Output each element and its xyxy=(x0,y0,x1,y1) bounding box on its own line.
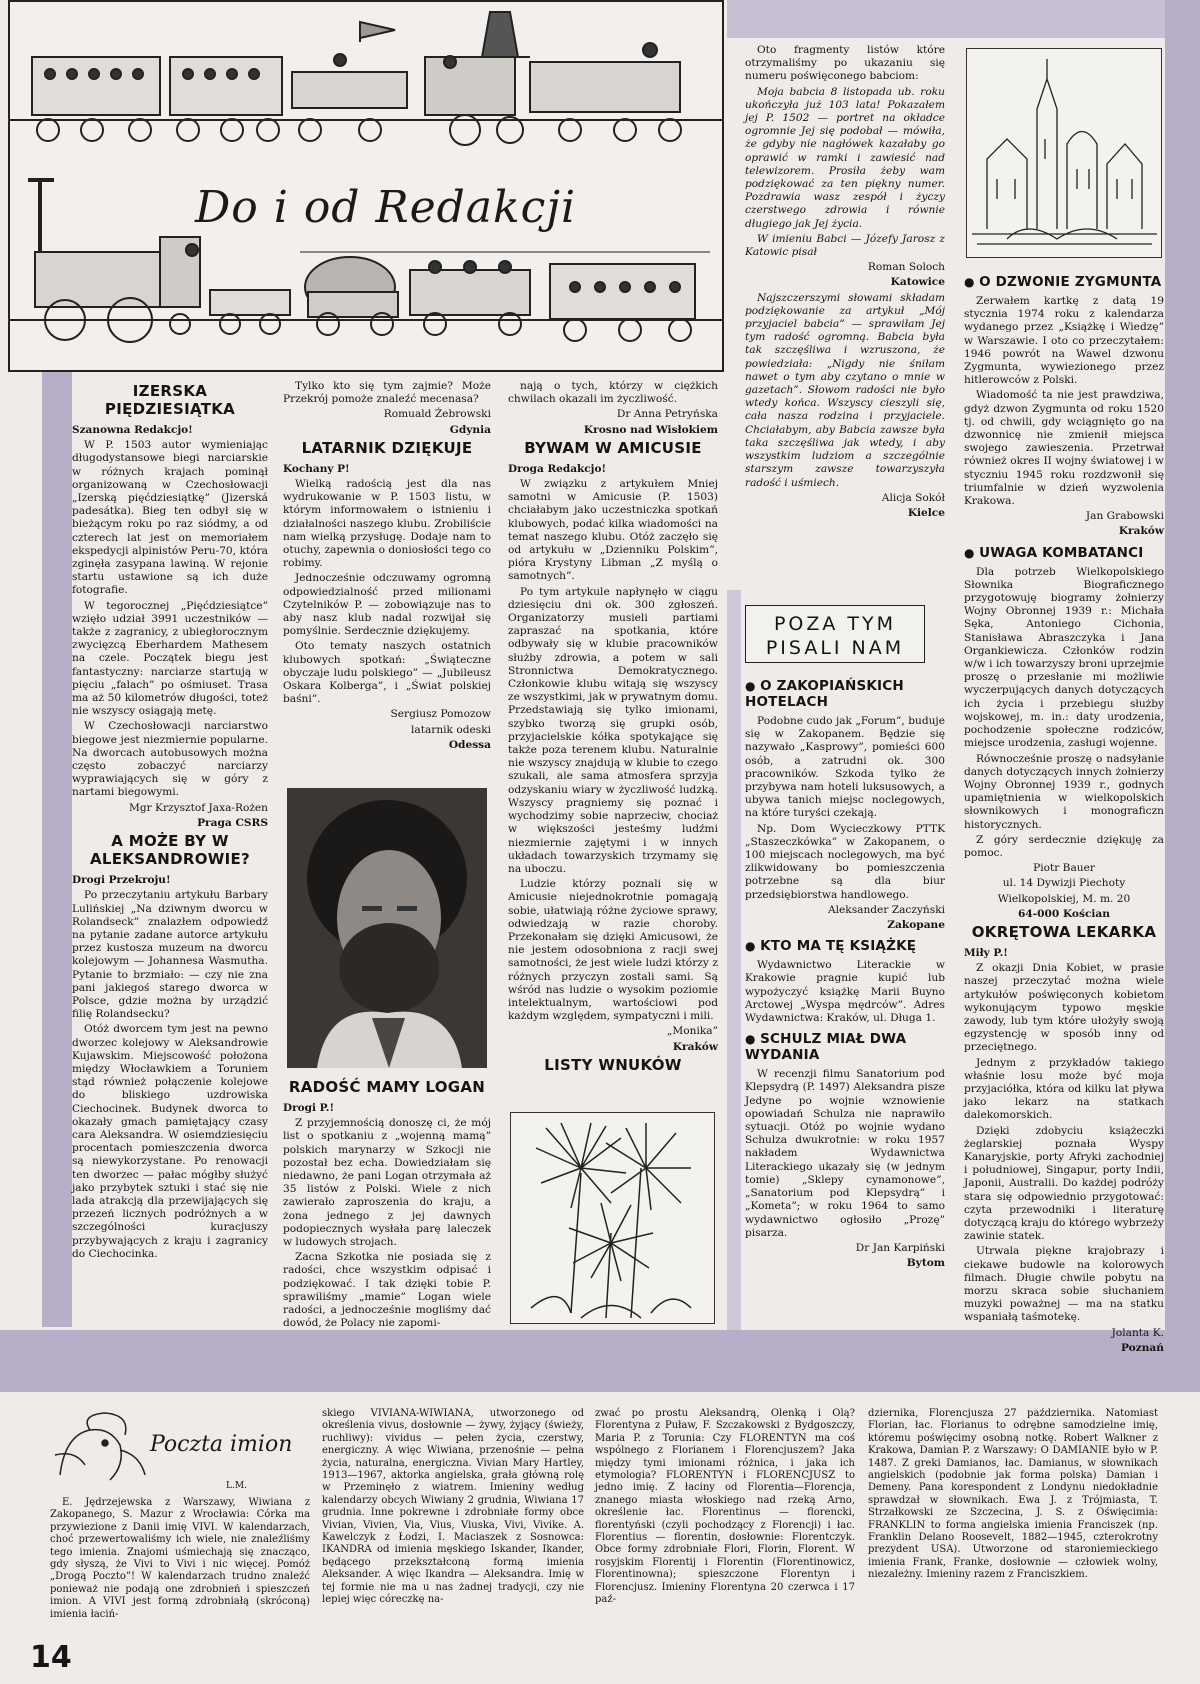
headline-dzwon: ● O DZWONIE ZYGMUNTA xyxy=(964,274,1164,290)
paragraph: Zerwałem kartkę z datą 19 stycznia 1974 roku z kalendarza wydanego przez „Książkę i Wiedzę” w Warszawie. I oto co przeczytałem: 1946 powrót na Wawel dzwonu Zygmunta, wywiezionego przez hitlerowców z Polski. xyxy=(964,295,1164,387)
paragraph: nają o tych, którzy w ciężkich chwilach okazali im życzliwość. xyxy=(508,380,718,406)
headline-ksiazka: ● KTO MA TĘ KSIĄŻKĘ xyxy=(745,938,945,954)
poczta-column-4 xyxy=(868,1408,1158,1648)
column-1 xyxy=(72,380,268,1328)
poczta-column-2 xyxy=(322,1408,584,1648)
signature: Roman Soloch xyxy=(867,261,945,274)
headline-izerska: IZERSKA PIĘDZIESIĄTKA xyxy=(104,382,236,418)
headline-hotele: ● O ZAKOPIAŃSKICH HOTELACH xyxy=(745,678,945,710)
column-2-lower xyxy=(283,1076,491,1328)
section-title: Do i od Redakcji xyxy=(195,182,577,233)
signature: Mgr Krzysztof Jaxa-Rożen xyxy=(128,801,268,814)
signature: Romuald Żebrowski xyxy=(383,408,491,421)
signature-place: Zakopane xyxy=(887,919,945,932)
headline-schulz: ● SCHULZ MIAŁ DWA WYDANIA xyxy=(745,1031,945,1063)
poczta-initials: L.M. xyxy=(226,1481,247,1491)
signature-place: Poznań xyxy=(1120,1341,1164,1354)
greeting: Drogi P.! xyxy=(283,1102,335,1114)
greeting: Droga Redakcjo! xyxy=(508,462,607,475)
signature-address: ul. 14 Dywizji Piechoty xyxy=(1002,877,1126,890)
signature-address: Wielkopolskiej, M. m. 20 xyxy=(997,892,1131,905)
header-illustration xyxy=(8,0,724,372)
headline-amicus: BYWAM W AMICUSIE xyxy=(524,438,702,457)
paragraph: Równocześnie proszę o nadsyłanie danych dotyczących innych żołnierzy Wojny Obronnej 1939 r., godnych upamiętnienia w wielkopolskich słownikowych i monograficzn historycznych. xyxy=(964,752,1164,831)
paragraph: zwać po prostu Aleksandrą, Olenką i Olą? Florentyna z Puław, F. Szczakowski z Bydgoszczy, Maria P. z Torunia: Czy FLORENTYN ma coś wspólnego z Florianem i Florencjuszem? Jaka między tymi imionami różnica, i jaka ich etymologia? FLORENTYN i FLORENCJUSZ to jedno imię. Z łaciny od Florentia—Florencja, znanego miasta włoskiego nad rzeką Arno, określenie łac. Florentinus — florencki, florentyński (czyli pochodzący z Florencji) i łac. Florentius — florentin, dosłownie: Florentczyk. Obce formy zdrobniałe Flori, Florin, Florent. W rosyjskim Florentij i Florentin (Florentinowicz, Florentinowna); spieszczone Florentyn i Florencjusz. Imieniny Florentyna 20 czerwca i 17 paź- xyxy=(595,1408,855,1606)
paragraph: W recenzji filmu Sanatorium pod Klepsydrą (P. 1497) Aleksandra pisze Jedyne po wojnie wznowienie opowiadań Schulza nie naprawiło sytuacji. Otóż po wojnie wydano Schulza dwukrotnie: w roku 1957 nakładem Wydawnictwa Literackiego ukazały się (w jednym tomie) „Sklepy cynamonowe”, „Sanatorium pod Klepsydrą” i „Kometa”; w roku 1964 to samo wydawnictwo ogłosiło „Prozę” pisarza. xyxy=(745,1068,945,1239)
headline-latarnik: LATARNIK DZIĘKUJE xyxy=(301,438,473,457)
paragraph: Dzięki zdobyciu książeczki żeglarskiej poznała Wyspy Kanaryjskie, porty Afryki zachodniej i południowej, Singapur, porty Indii, Japonii, Australii. Do każdej podróży stara się odpowiednio przygotować: czyta przewodniki i literaturę dotyczącą kraju do którego wybrzeży zawinie statek. xyxy=(964,1124,1164,1243)
flower-illustration xyxy=(510,1112,715,1324)
mid-purple-band xyxy=(727,590,741,1330)
paragraph: Po przeczytaniu artykułu Barbary Lulińskiej „Na dziwnym dworcu w Rolandseck” znalazłem odpowiedź na pytanie zadane autorce artykułu przez kustosza muzeum na dworcu kolejowym — Johannesa Wasmutha. Pytanie to brzmiało: — czy nie zna pani jakiegoś starego dworca w Polsce, gdzie można by urządzić filię Rolandsecku? xyxy=(72,889,268,1021)
paragraph: Wielką radością jest dla nas wydrukowanie w P. 1503 listu, w którym informowałem o istnieniu i działalności naszego klubu. Zrobiliście nam wielką przysługę. Dodaje nam to otuchy, zapewnia o doniosłości tego co robimy. xyxy=(283,478,491,570)
headline-aleksandrow: A MOŻE BY W ALEKSANDROWIE? xyxy=(89,832,251,869)
wawel-sketch xyxy=(966,48,1162,258)
paragraph: E. Jędrzejewska z Warszawy, Wiwiana z Zakopanego, S. Mazur z Wrocławia: Córka ma przywiezione z Danii imię VIVI. W kalendarzach, choć przewertowaliśmy ich wiele, nie znaleźliśmy tego imienia. Znajomi uśmiechają się znacząco, gdy słyszą, że Vivi to Vivi i nic więcej. Pomóż „Drogą Poczto”! W kalendarzach trudno znaleźć ponieważ nie podają one zdrobnień i spieszczeń imion. A VIVI jest formą zdrobniałą (skróconą) imienia łaciń- xyxy=(50,1497,310,1620)
right-purple-band xyxy=(1165,0,1200,1390)
paragraph: skiego VIVIANA-WIWIANA, utworzonego od określenia vivus, dosłownie — żywy, żyjący (świeży, ruchliwy): vividus — pełen życia, czerstwy, energiczny. A więc Wiwiana, przenośnie — pełna życia, naturalna, energiczna. Vivian Mary Hartley, 1913—1967, aktorka angielska, grała główną rolę w Przeminęło z wiatrem. Imieniny według kalendarzy obcych Wiwiany 2 grudnia, Wiwiana 17 grudnia. Inne pokrewne i zdrobniałe formy obce Vivian, Vivien, Via, Vius, Viuska, Vivi, Vivike. A. Kawelczyk z Łodzi, I. Maciaszek z Sosnowca: IKANDRA od imienia męskiego Iskander, Ikander, będącego przekształconą formą imienia Aleksander. A więc Ikandra — Aleksandra. Imię w tej formie nie ma u nas żadnej tradycji, czy nie lepiej więc córeczkę na- xyxy=(322,1408,584,1606)
paragraph: Jednocześnie odczuwamy ogromną odpowiedzialność przed milionami Czytelników P. — zobowiązuje nas to aby nasz klub nadal rozwijał się pomyślnie. Serdecznie dziękujemy. xyxy=(283,572,491,638)
paragraph: Z okazji Dnia Kobiet, w prasie naszej przeczytać można wiele artykułów poświęconych kobietom wykonującym typowo męskie zawody, lub tym które ułożyły swoją egzystencję w sposób inny od przeciętnego. xyxy=(964,962,1164,1054)
greeting: Kochany P! xyxy=(283,462,350,475)
signature-place: Bytom xyxy=(906,1257,945,1270)
signature-place: Gdynia xyxy=(449,423,491,436)
poczta-column-1 xyxy=(50,1497,310,1647)
paragraph: Tylko kto się tym zajmie? Może Przekrój pomoże znaleźć mecenasa? xyxy=(283,380,491,406)
paragraph: Podobne cudo jak „Forum”, buduje się w Zakopanem. Będzie się nazywało „Kasprowy”, pomieści 600 osób, a zatrudni ok. 300 pracowników. Szkoda tylko że przybywa nam hoteli luksusowych, a ubywa tanich miejsc noclegowych, na które turyści czekają. xyxy=(745,715,945,820)
greeting: Szanowna Redakcjo! xyxy=(72,424,193,436)
signature: Aleksander Zaczyński xyxy=(827,903,945,916)
signature-place: Odessa xyxy=(448,738,491,751)
column-4 xyxy=(745,44,945,599)
signature: Sergiusz Pomozow xyxy=(390,708,491,721)
paragraph: Z przyjemnością donoszę ci, że mój list o spotkaniu z „wojenną mamą” polskich marynarzy w Szkocji nie pozostał bez echa. Dowiedziałam się niedawno, że pani Logan otrzymała aż 35 listów z Polski. Wiele z nich zawierało zaproszenia do kraju, a żona jednego z jej dawnych podopiecznych wysłała parę laleczek w ludowych strojach. xyxy=(283,1117,491,1249)
paragraph: Z góry serdecznie dziękuję za pomoc. xyxy=(964,833,1164,859)
paragraph: Np. Dom Wycieczkowy PTTK „Staszeczkówka” w Zakopanem, o 100 miejscach noclegowych, ma być zlikwidowany bo pomieszczenia potrzebne są dla biur przedsiębiorstwa handlowego. xyxy=(745,822,945,901)
paragraph: Utrwala piękne krajobrazy i ciekawe budowle na kolorowych filmach. Długie chwile pobytu na morzu skraca sobie słuchaniem muzyki poważnej — ma na statku wspaniałą taśmotekę. xyxy=(964,1245,1164,1324)
right-top-purple-band xyxy=(727,0,1167,38)
column-5 xyxy=(964,268,1164,1354)
column-4-lower xyxy=(745,672,945,1328)
greeting: Miły P.! xyxy=(964,946,1008,959)
poza-tym-box: POZA TYM PISALI NAM xyxy=(745,605,925,663)
signature-role: latarnik odeski xyxy=(410,723,491,736)
portrait-photo xyxy=(287,788,487,1068)
page-number: 14 xyxy=(30,1640,72,1675)
signature: Alicja Sokół xyxy=(881,491,945,504)
quote: Moja babcia 8 listopada ub. roku ukończyła już 103 lata! Pokazałem jej P. 1502 — portret na okładce ogromnie Jej się podobał — mówiła, że gdyby nie nagłówek kazałaby go oprawić w ramki i zawiesić nad telewizorem. Prosiła żeby wam podziękować za ten piękny numer. Pozdrawia wasz zespół i życzy czerstwego zdrowia i równie długiego jak Jej życia. xyxy=(745,85,945,230)
headline-lekarka: OKRĘTOWA LEKARKA xyxy=(971,922,1157,941)
left-purple-band xyxy=(42,372,72,1327)
paragraph: Wydawnictwo Literackie w Krakowie pragnie kupić lub wypożyczyć książkę Marii Buyno Arctowej „Wyspa mędrców”. Adres Wydawnictwa: Kraków, ul. Długa 1. xyxy=(745,959,945,1025)
paragraph: Wiadomość ta nie jest prawdziwa, gdyż dzwon Zygmunta od roku 1520 tj. od chwili, gdy wciągnięto go na dzwonnicę nie zmienił miejsca swojego zawieszenia. Przetrwał również okres II wojny światowej i w styczniu 1945 roku rozdzwonił się triumfalnie w dzień wyzwolenia Krakowa. xyxy=(964,389,1164,508)
paragraph: Oto tematy naszych ostatnich klubowych spotkań: „Świąteczne obyczaje ludu polskiego” — „Jubileusz Oskara Kolberga”, i „Świat polskiej baśni”. xyxy=(283,640,491,706)
signature: Dr Anna Petryńska xyxy=(616,408,718,421)
signature-place: Krosno nad Wisłokiem xyxy=(583,423,718,436)
paragraph: dziernika, Florencjusza 27 października. Natomiast Florian, łac. Florianus to odrębne samodzielne imię, któremu poświęcimy osobną notkę. Robert Walkner z Krakowa, Damian P. z Warszawy: O DAMIANIE było w P. 1487. Z greki Damianos, łac. Damianus, w słownikach angielskich (podobnie jak forma polska) Damian i Demeny. Pana korespondent z Londynu niedokładnie sprawdzał w słownikach. Ewa J. z Trójmiasta, T. Strzałkowski ze Szczecina, J. S. z Oświęcimia: FRANKLIN to forma angielska imienia Franciszek (np. Franklin Delano Roosevelt, 1882—1945, czterokrotny prezydent USA). Utworzone od staroniemieckiego imienia Frank, Franke, dosłownie — człowiek wolny, niezależny. Imieniny razem z Franciszkiem. xyxy=(868,1408,1158,1581)
signature: Jolanta K. xyxy=(1111,1326,1164,1339)
greeting: Drogi Przekroju! xyxy=(72,874,171,887)
signature: Dr Jan Karpiński xyxy=(855,1241,945,1254)
paragraph: Dla potrzeb Wielkopolskiego Słownika Biograficznego przygotowuję biogramy żołnierzy Wojny Obronnej 1939 r.: Michała Sęka, Antoniego Cichonia, Stanisława Abraszczyka i Jana Organkiewicza. Członków rodzin w/w i ich towarzyszy broni uprzejmie proszę o przesłanie mi możliwie wyczerpujących danych dotyczących ich życia i przebiegu służby wojskowej, m. in.: daty urodzenia, pochodzenie społeczne rodziców, miejsce urodzenia, zasługi wojenne. xyxy=(964,565,1164,750)
column-3 xyxy=(508,380,718,1080)
paragraph: W związku z artykułem Mniej samotni w Amicusie (P. 1503) chciałabym jako uczestniczka spotkań klubowych, podać kilka wiadomości na temat naszego klubu. Otóż zaczęło się od artykułu w „Dzienniku Polskim”, pióra Krystyny Libman „Z myślą o samotnych”. xyxy=(508,478,718,583)
signature-place: Praga CSRS xyxy=(197,816,268,829)
quote: W imieniu Babci — Józefy Jarosz z Katowic pisał xyxy=(745,232,945,259)
quote: Najszczerszymi słowami składam podziękowanie za artykuł „Mój przyjaciel babcia” — sprawiłam Jej tym radość ogromną. Babcia była tak szczęśliwa i wzruszona, że powiedziała: „Nigdy nie śniłam nawet o tym aby czytano o mnie w gazetach”. Słowom radości nie było wtedy końca. Wszyscy cieszyli się, cała nasza rodzina i przyjaciele. Chciałabym, aby Babcia zawsze była taka szczęśliwa jak wtedy, i aby wszystkim ludziom a szczególnie starszym zawsze towarzyszyła radość i uśmiech. xyxy=(745,291,945,489)
poczta-title: Poczta imion xyxy=(150,1432,293,1457)
headline-listy-wnukow: LISTY WNUKÓW xyxy=(544,1055,682,1074)
signature-place: 64-000 Kościan xyxy=(1018,907,1110,920)
poczta-column-3 xyxy=(595,1408,855,1648)
paragraph: Zacna Szkotka nie posiada się z radości, chce wszystkim odpisać i podziękować. I tak dzięki tobie P. sprawiliśmy „mamie” Logan wiele radości, a jednocześnie mogliśmy dać dowód, że Polacy nie zapomi- xyxy=(283,1251,491,1330)
signature-place: Kielce xyxy=(907,506,945,519)
signature: „Monika” xyxy=(666,1025,718,1038)
paragraph: Otóż dworcem tym jest na pewno dworzec kolejowy w Aleksandrowie Kujawskim. Miejscowość położona między Włocławkiem a Toruniem stąd również połączenie kolejowe do bliskiego uzdrowiska Ciechocinek. Budynek dworca to okazały gmach pamiętający czasy cara Aleksandra. W osiemdziesięciu procentach pomieszczenia dworca są niewykorzystane. Po renowacji ten dworzec — pałac mógłby służyć jako przybytek sztuki i stać się nie lada atrakcją dla przewijających się przezeń licznych podróżnych a w szczególności kuracjuszy przybywających z kraju i zagranicy do Ciechocinka. xyxy=(72,1023,268,1260)
poczta-illustration xyxy=(50,1405,150,1485)
paragraph: Jednym z przykładów takiego właśnie losu może być moja przyjaciółka, która od kilku lat pływa jako lekarz na statkach dalekomorskich. xyxy=(964,1056,1164,1122)
signature-place: Kraków xyxy=(672,1040,718,1053)
paragraph: Ludzie którzy poznali się w Amicusie niejednokrotnie pomagają sobie, ułatwiają różne życiowe sprawy, odwiedzają w razie choroby. Przekonałam się dzięki Amicusowi, że nie jestem odosobniona z racji swej samotności, że jest wiele ludzi którzy z różnych przyczyn zostali sami. Są wśród nas ludzie o wysokim poziomie intelektualnym, wartościowi pod każdym względem, sympatyczni i mili. xyxy=(508,878,718,1023)
paragraph: Po tym artykule napłynęło w ciągu dziesięciu dni ok. 300 zgłoszeń. Organizatorzy musieli partiami zapraszać na spotkania, które odbywały się w klubie pracowników służby zdrowia, a potem w sali Stronnictwa Demokratycznego. Członkowie klubu witają się wszyscy ze wszystkimi, jak w prywatnym domu. Przedstawiają się tylko imionami, szybko tworzą się grupki osób, przyjacielskie kółka spotykające się także poza terenem klubu. Naturalnie nie wszyscy znajdują w klubie to czego szukali, ale sama atmosfera sprzyja odzyskaniu wiary w życzliwość ludzką. Wszyscy pragniemy się poznać i wychodzimy sobie naprzeciw, chociaż w większości jesteśmy ludźmi niezmiernie zajętymi i w innych układach towarzyskich trzymamy się na uboczu. xyxy=(508,585,718,875)
paragraph: W P. 1503 autor wymieniając długodystansowe biegi narciarskie w różnych krajach pominął organizowaną w Czechosłowacji „Izerską pięćdziesiątkę” (Jizerská padesátka). Bieg ten odbył się w bieżącym roku po raz siódmy, a od czterech lat jest on memoriałem ekspedycji alpinistów Peru-70, która zginęła zasypana lawiną. W rejonie startu ustawione są ich duże fotografie. xyxy=(72,439,268,597)
paragraph: Oto fragmenty listów które otrzymaliśmy po ukazaniu się numeru poświęconego babciom: xyxy=(745,44,945,83)
signature-place: Katowice xyxy=(890,276,945,289)
signature-place: Kraków xyxy=(1118,525,1164,538)
signature: Jan Grabowski xyxy=(1085,510,1164,523)
paragraph: W Czechosłowacji narciarstwo biegowe jest niezmiernie popularne. Na dworcach autobusowych można często zobaczyć narciarzy wyprawiających się w góry z nartami biegowymi. xyxy=(72,720,268,799)
paragraph: W tegorocznej „Pięćdziesiątce” wzięło udział 3991 uczestników — także z zagranicy, z ubiegłorocznym zwycięzcą Eberhardem Mathesem na czele. Początek biegu jest fantastyczny: narciarze startują w pięciu „falach” po ośmiuset. Trasa ma aż 50 kilometrów długości, toteż nie wszyscy osiągają metę. xyxy=(72,599,268,718)
headline-kombatanci: ● UWAGA KOMBATANCI xyxy=(964,545,1164,561)
signature: Piotr Bauer xyxy=(1033,862,1095,875)
headline-logan: RADOŚĆ MAMY LOGAN xyxy=(288,1078,486,1096)
